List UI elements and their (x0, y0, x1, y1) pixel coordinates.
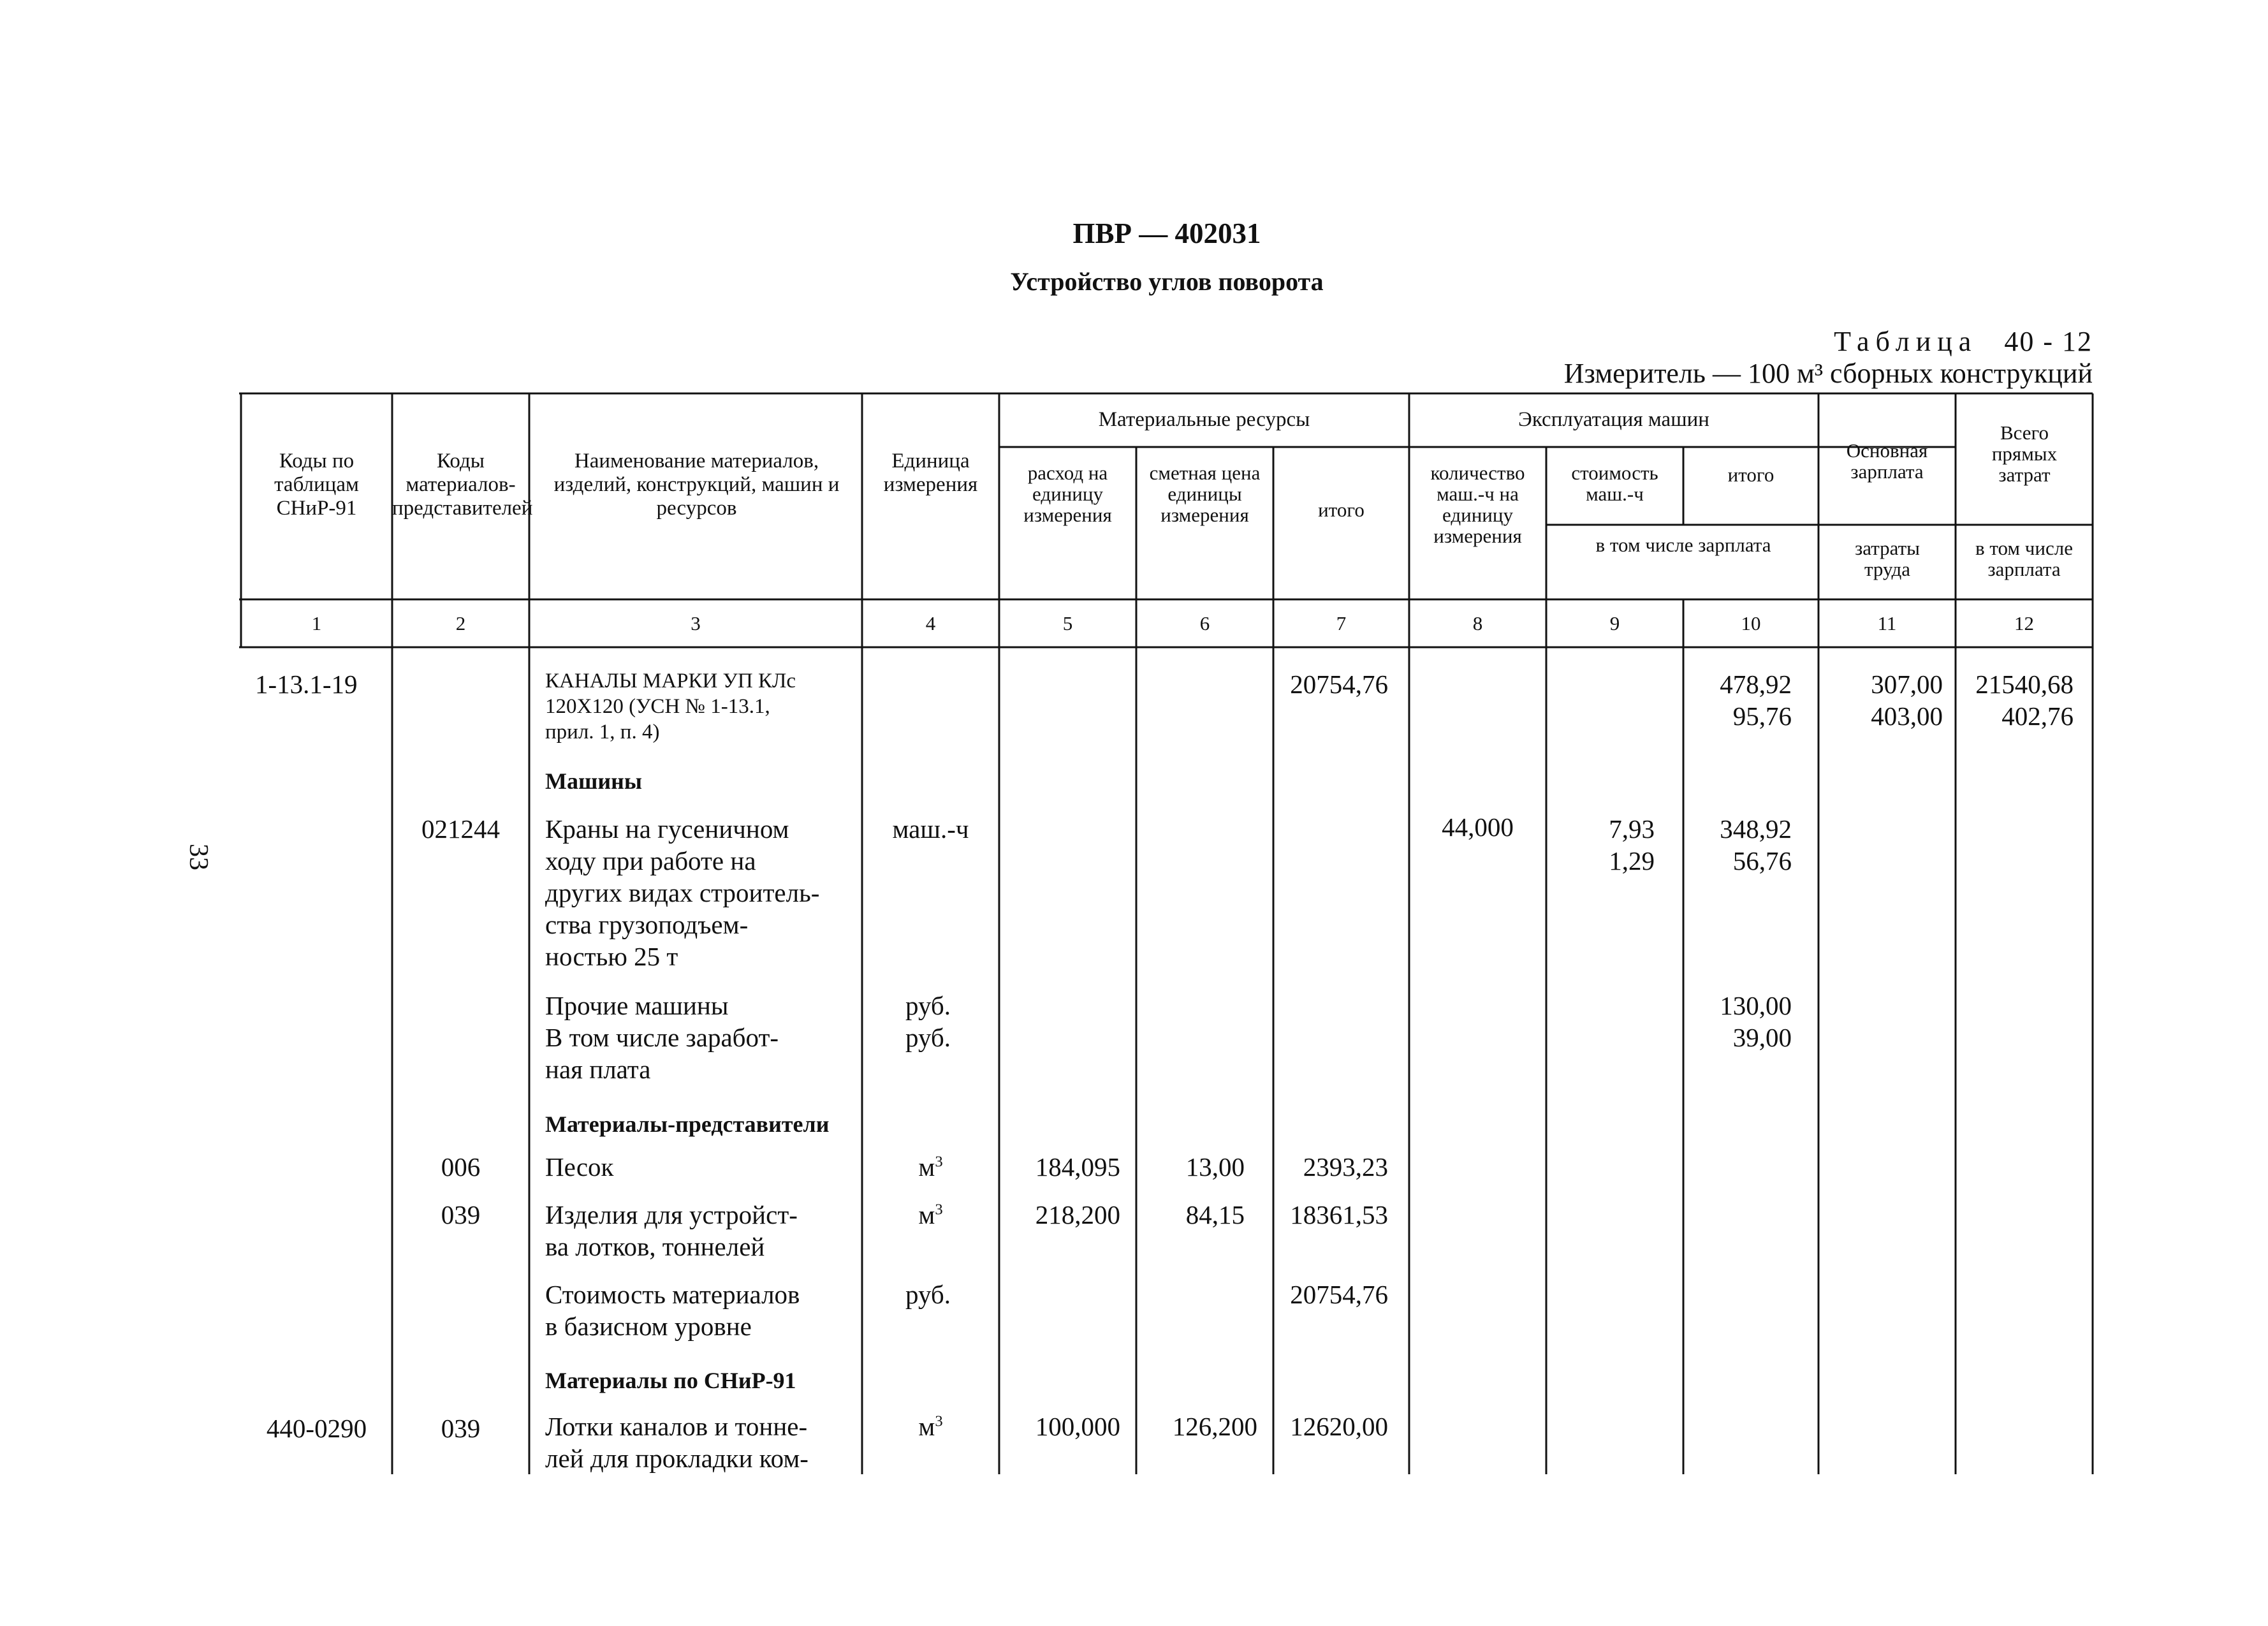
crane-hours: 44,000 (1442, 812, 1514, 842)
col-number-2: 2 (455, 612, 466, 634)
sand-total: 2393,23 (1303, 1152, 1388, 1182)
header-col2: Коды материалов-представителей (392, 450, 533, 520)
table-word: Таблица (1834, 326, 1978, 357)
page-number: 33 (184, 844, 213, 870)
other-machines-wage-unit: руб. (905, 1023, 951, 1052)
header-col7: итого (1318, 499, 1364, 521)
sand-unit: $м^3$ (918, 1152, 943, 1182)
crane-name-line4: ства грузоподъем- (545, 910, 749, 939)
items-name-line2: ва лотков, тоннелей (545, 1232, 765, 1261)
header-col10: итого (1727, 464, 1774, 486)
other-machines-unit: руб. (905, 991, 951, 1020)
col-number-10: 10 (1741, 612, 1761, 634)
header-col8: количество маш.-ч на единицу измерения (1430, 462, 1525, 547)
row1-base-salary: 307,00 (1871, 670, 1943, 699)
row1-machine-total: 478,92 (1720, 670, 1792, 699)
cost-total: 20754,76 (1290, 1280, 1388, 1309)
sand-name: Песок (545, 1152, 614, 1182)
row1-name-line2: 120Х120 (УСН № 1-13.1, (545, 695, 770, 718)
sand-price: 13,00 (1185, 1152, 1245, 1182)
col-number-12: 12 (2014, 612, 2034, 634)
row1-direct-wage: 402,76 (2001, 701, 2074, 731)
crane-name-line5: ностью 25 т (545, 942, 678, 971)
header-col12: Всего прямых затрат (1991, 421, 2058, 486)
trays-unit: $м^3$ (918, 1412, 943, 1441)
trays-total: 12620,00 (1290, 1412, 1388, 1441)
sand-code: 006 (441, 1152, 481, 1182)
header-col12-sub: в том числе зарплата (1975, 537, 2073, 580)
meter-caption: Измеритель — 100 м³ сборных конструкций (1563, 358, 2093, 389)
header-col11-sub: затраты труда (1855, 537, 1920, 580)
row1-name-line3: прил. 1, п. 4) (545, 721, 660, 743)
other-machines-total: 130,00 (1720, 991, 1792, 1020)
row1-code: 1-13.1-19 (255, 670, 358, 699)
header-col1: Коды по таблицам СНиР-91 (274, 450, 359, 520)
crane-hour-cost: 7,93 (1609, 814, 1655, 844)
cost-name-line1: Стоимость материалов (545, 1280, 800, 1309)
col-number-3: 3 (691, 612, 701, 634)
row1-material-total: 20754,76 (1290, 670, 1388, 699)
crane-total: 348,92 (1720, 814, 1792, 844)
col-number-9: 9 (1609, 612, 1620, 634)
col-number-4: 4 (925, 612, 936, 634)
col-number-11: 11 (1877, 612, 1897, 634)
col-number-5: 5 (1062, 612, 1073, 634)
header-col5: расход на единицу измерения (1023, 462, 1112, 526)
trays-code: 039 (441, 1414, 481, 1443)
items-unit: $м^3$ (918, 1200, 943, 1229)
header-col11: Основная зарплата (1846, 439, 1928, 483)
row1-direct-costs: 21540,68 (1975, 670, 2074, 699)
crane-total-wage: 56,76 (1732, 846, 1792, 875)
items-consumption: 218,200 (1035, 1200, 1120, 1229)
cost-unit: руб. (905, 1280, 951, 1309)
header-col4: Единица измерения (883, 450, 978, 496)
table-caption (1834, 325, 2093, 358)
table-number: 40 - 12 (2004, 326, 2093, 357)
crane-name-line3: других видах строитель- (545, 878, 820, 907)
row1-name-line1: КАНАЛЫ МАРКИ УП КЛс (545, 670, 796, 692)
header-col3: Наименование материалов, изделий, конструкций, машин и ресурсов (553, 450, 840, 520)
machines-heading: Машины (545, 768, 642, 794)
items-price: 84,15 (1185, 1200, 1245, 1229)
other-machines-line3: ная плата (545, 1055, 651, 1084)
trays-consumption: 100,000 (1035, 1412, 1120, 1441)
row1-machine-wage: 95,76 (1732, 701, 1792, 731)
col-number-6: 6 (1199, 612, 1210, 634)
other-machines-wage: 39,00 (1732, 1023, 1792, 1052)
document-code: ПВР — 402031 (1072, 217, 1261, 249)
header-machine-group: Эксплуатация машин (1518, 408, 1709, 431)
crane-hour-wage: 1,29 (1609, 846, 1655, 875)
items-total: 18361,53 (1290, 1200, 1388, 1229)
crane-code: 021244 (421, 814, 500, 844)
materials-heading: Материалы-представители (545, 1111, 830, 1137)
header-col9-10-sub: в том числе зарплата (1595, 534, 1771, 556)
trays-name-line1: Лотки каналов и тонне- (545, 1412, 808, 1441)
other-machines-line1: Прочие машины (545, 991, 729, 1020)
col-number-7: 7 (1336, 612, 1347, 634)
crane-name-line1: Краны на гусеничном (545, 814, 789, 844)
trays-snip-code: 440-0290 (266, 1414, 367, 1443)
items-code: 039 (441, 1200, 481, 1229)
header-material-group: Материальные ресурсы (1098, 408, 1310, 431)
crane-unit: маш.-ч (892, 814, 969, 844)
other-machines-line2: В том числе заработ- (545, 1023, 779, 1052)
trays-price: 126,200 (1172, 1412, 1257, 1441)
header-col9: стоимость маш.-ч (1571, 462, 1658, 505)
col-number-8: 8 (1472, 612, 1483, 634)
row1-labor-cost: 403,00 (1871, 701, 1943, 731)
items-name-line1: Изделия для устройст- (545, 1200, 798, 1229)
document-subtitle: Устройство углов поворота (1010, 267, 1324, 296)
snip-materials-heading: Материалы по СНиР-91 (545, 1368, 796, 1393)
col-number-1: 1 (311, 612, 322, 634)
trays-name-line2: лей для прокладки ком- (545, 1444, 808, 1473)
sand-consumption: 184,095 (1035, 1152, 1120, 1182)
header-col6: сметная цена единицы измерения (1149, 462, 1261, 526)
crane-name-line2: ходу при работе на (545, 846, 756, 875)
cost-name-line2: в базисном уровне (545, 1312, 752, 1341)
